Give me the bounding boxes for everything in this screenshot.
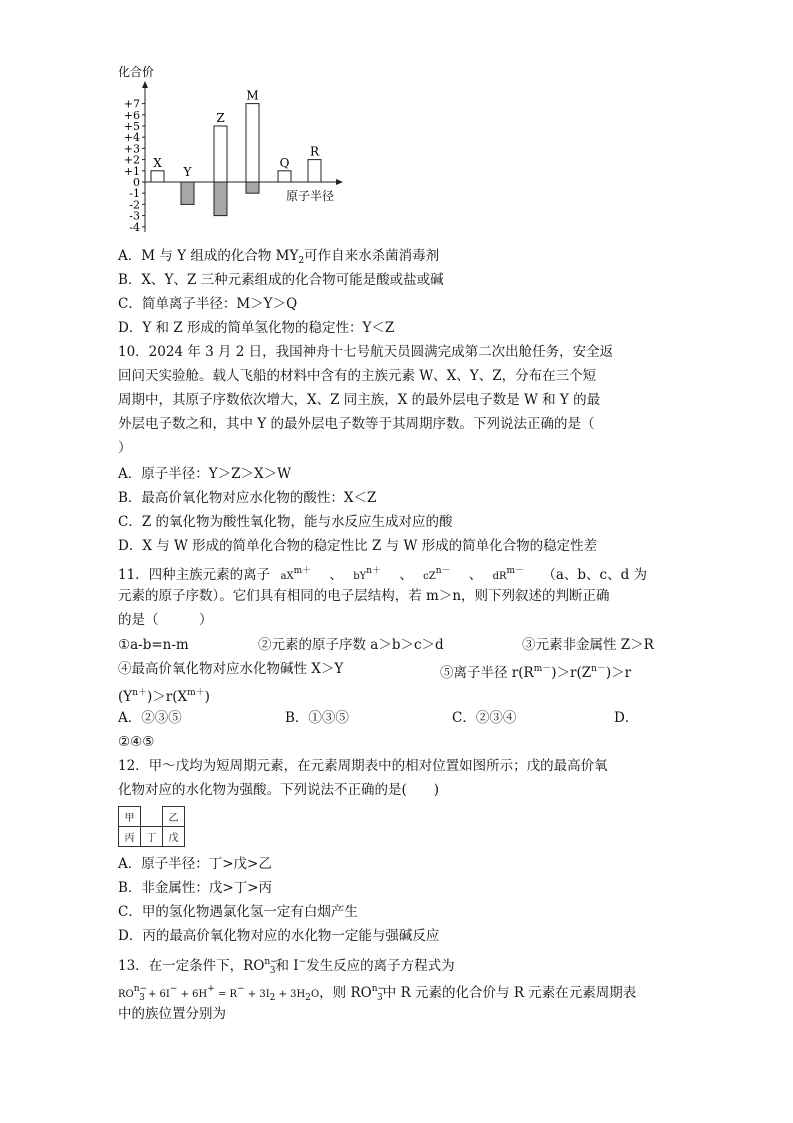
chart-xlabel: 原子半径 bbox=[286, 189, 335, 203]
y-tick-label: +5 bbox=[123, 120, 140, 133]
q11-choice-d: D． bbox=[614, 710, 639, 726]
q11-statement-5-cont: $(Y^{n+})>r(X^{m+})$ bbox=[118, 688, 210, 705]
y-tick-label: -1 bbox=[129, 187, 140, 201]
q12-option-b: B．非金属性：戊>丁>丙 bbox=[118, 880, 273, 896]
cell-empty bbox=[141, 807, 163, 827]
q11-statement-3: ③元素非金属性 Z＞R bbox=[522, 637, 654, 653]
q10-line-1: 10．2024 年 3 月 2 日，我国神舟十七号航天员圆满完成第二次出舱任务，安全返 bbox=[118, 344, 614, 360]
q10-option-c: C．Z 的氧化物为酸性氧化物，能与水反应生成对应的酸 bbox=[118, 514, 453, 530]
cell-wu: 戊 bbox=[163, 827, 185, 847]
bar-label-M: M bbox=[246, 88, 259, 103]
q11-choice-c: C．②③④ bbox=[452, 710, 517, 726]
chart-ylabel: 化合价 bbox=[118, 65, 155, 79]
valence-chart bbox=[118, 62, 358, 240]
q11-choice-d-cont: ②④⑤ bbox=[118, 734, 155, 750]
q10-option-a: A．原子半径：Y＞Z＞X＞W bbox=[118, 466, 292, 482]
q10-line-2: 回问天实验舱。载人飞船的材料中含有的主族元素 W、X、Y、Z，分布在三个短 bbox=[118, 368, 597, 384]
bar-label-X: X bbox=[153, 155, 162, 170]
q9-option-a: A．M 与 Y 组成的化合物 $MY_2$可作自来水杀菌消毒剂 bbox=[118, 248, 440, 266]
x-axis-arrow bbox=[336, 179, 343, 185]
y-axis-arrow bbox=[142, 81, 148, 88]
q11-line-1: 11．四种主族元素的离子 $aX^{m+}$ 、 $bY^{n+}$ 、 $cZ^{n-}$ 、 $dR^{m-}$ （a、b、c、d 为 bbox=[118, 566, 648, 583]
cell-bing: 丙 bbox=[119, 827, 141, 847]
q10-line-5: ） bbox=[118, 440, 132, 456]
q12-option-d: D．丙的最高价氧化物对应的水化物一定能与强碱反应 bbox=[118, 928, 440, 944]
cell-jia: 甲 bbox=[119, 807, 141, 827]
q11-line-2: 元素的原子序数）。它们具有相同的电子层结构，若 m＞n，则下列叙述的判断正确 bbox=[118, 588, 610, 604]
bar-label-Y: Y bbox=[183, 165, 192, 179]
q11-choice-a: A．②③⑤ bbox=[118, 710, 182, 726]
bar-label-Q: Q bbox=[279, 155, 290, 170]
y-tick-label: +4 bbox=[123, 131, 140, 145]
q12-option-c: C．甲的氢化物遇氯化氢一定有白烟产生 bbox=[118, 904, 358, 920]
q10-line-4: 外层电子数之和，其中 Y 的最外层电子数等于其周期序数。下列说法正确的是（ bbox=[118, 416, 595, 432]
periodic-position-table bbox=[118, 806, 185, 847]
y-tick-label: -2 bbox=[129, 198, 140, 212]
bar-label-Z: Z bbox=[216, 111, 225, 125]
q10-option-b: B．最高价氧化物对应水化物的酸性：X＜Z bbox=[118, 490, 377, 506]
y-tick-label: -3 bbox=[129, 209, 140, 223]
bar-negative-Z bbox=[214, 182, 227, 216]
q13-line-2: ROn−3 + 6I− + 6H+ = R− + 3I2 + 3H2O，则 $RO^{n-}_3$中 R 元素的化合价与 R 元素在元素周期表 bbox=[118, 984, 637, 1003]
y-tick-label: +1 bbox=[123, 164, 140, 178]
q9-option-b: B．X、Y、Z 三种元素组成的化合物可能是酸或盐或碱 bbox=[118, 272, 444, 288]
bar-negative-Y bbox=[181, 182, 194, 204]
bar-positive-X bbox=[151, 171, 164, 182]
q11-statement-4: ④最高价氧化物对应水化物碱性 X＞Y bbox=[118, 661, 344, 677]
y-tick-label: +2 bbox=[123, 153, 140, 167]
cell-ding: 丁 bbox=[141, 827, 163, 847]
q9-option-d: D．Y 和 Z 形成的简单氢化物的稳定性：Y＜Z bbox=[118, 320, 395, 336]
q10-line-3: 周期中，其原子序数依次增大，X、Z 同主族，X 的最外层电子数是 W 和 Y 的最 bbox=[118, 392, 601, 408]
q13-line-3: 中的族位置分别为 bbox=[118, 1006, 226, 1022]
y-tick-label: 0 bbox=[133, 176, 140, 189]
q9-option-c: C．简单离子半径：M＞Y＞Q bbox=[118, 296, 298, 312]
q12-line-2: 化物对应的水化物为强酸。下列说法不正确的是( ) bbox=[118, 782, 440, 798]
q10-option-d: D．X 与 W 形成的简单化合物的稳定性比 Z 与 W 形成的简单化合物的稳定性差 bbox=[118, 538, 598, 554]
q11-choice-b: B．①③⑤ bbox=[285, 710, 349, 726]
ionic-equation: ROn−3 + 6I− + 6H+ = R− + 3I2 + 3H2O bbox=[118, 984, 320, 1003]
q11-line-3: 的是（ ） bbox=[118, 612, 213, 628]
bar-positive-M bbox=[246, 104, 259, 182]
bar-label-R: R bbox=[309, 144, 320, 159]
q11-statement-1: ①a-b=n-m bbox=[118, 637, 189, 653]
bar-positive-R bbox=[308, 160, 321, 182]
q12-option-a: A．原子半径：丁>戊>乙 bbox=[118, 856, 272, 872]
y-tick-label: +3 bbox=[123, 142, 140, 156]
bar-negative-M bbox=[246, 182, 259, 193]
bar-positive-Q bbox=[278, 171, 291, 182]
q12-line-1: 12．甲～戊均为短周期元素，在元素周期表中的相对位置如图所示；戊的最高价氧 bbox=[118, 758, 608, 774]
q13-line-1: 13．在一定条件下，$RO^{n-}_3$和 I−发生反应的离子方程式为 bbox=[118, 957, 455, 976]
q11-statement-2: ②元素的原子序数 a＞b＞c＞d bbox=[258, 637, 444, 653]
y-tick-label: +7 bbox=[123, 97, 140, 111]
bar-positive-Z bbox=[214, 126, 227, 182]
y-tick-label: +6 bbox=[123, 108, 140, 122]
q11-statement-5: ⑤离子半径 $r(R^{m-})>r(Z^{n-})>r$ bbox=[440, 664, 632, 681]
cell-yi: 乙 bbox=[163, 807, 185, 827]
y-tick-label: -4 bbox=[129, 220, 140, 234]
